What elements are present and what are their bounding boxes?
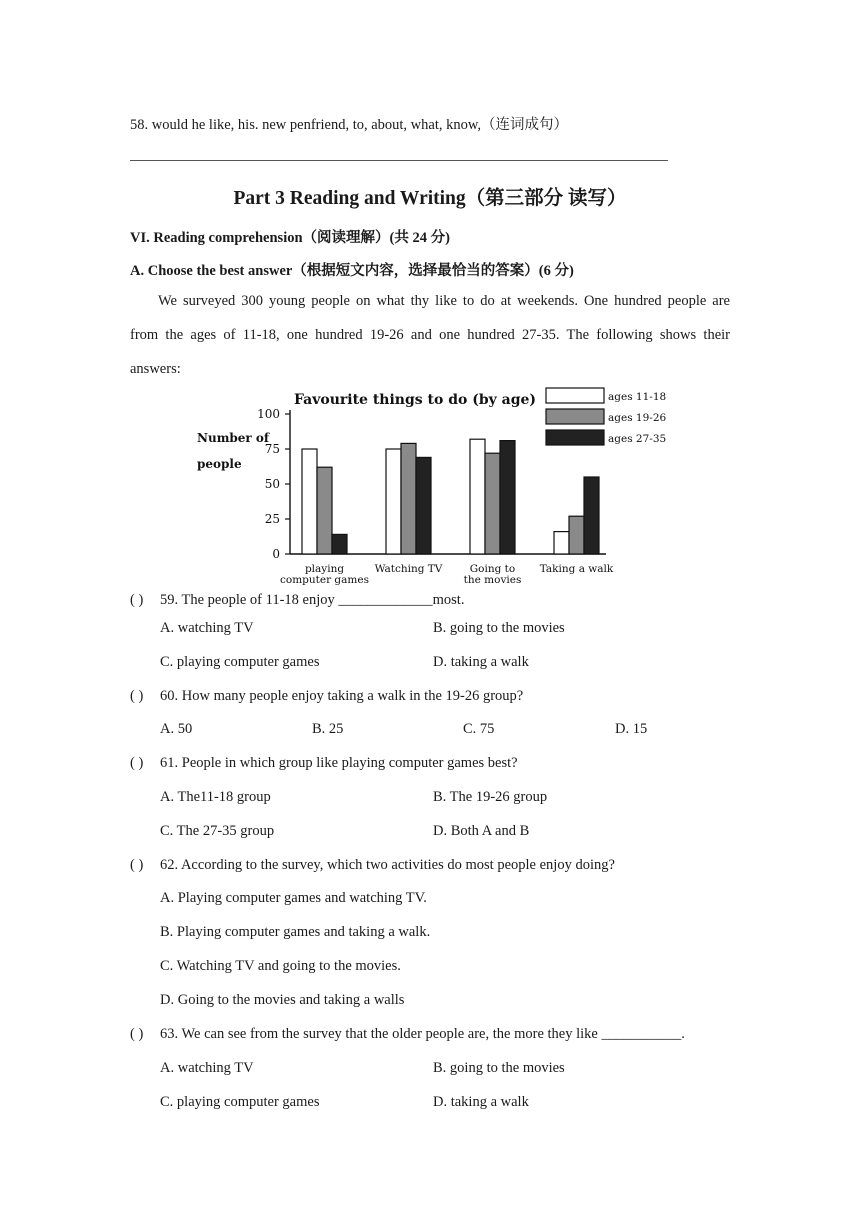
option-a[interactable]: A. The11-18 group — [160, 789, 271, 805]
legend-label: ages 11-18 — [608, 391, 667, 403]
section-6-title: VI. Reading comprehension（阅读理解）(共 24 分) — [130, 230, 450, 246]
option-b[interactable]: B. going to the movies — [433, 620, 565, 636]
passage — [130, 284, 730, 386]
question-stem: 59. The people of 11-18 enjoy _____________most. — [160, 592, 465, 608]
passage-line-1: We surveyed 300 young people on what thy like to do at weekends. One hundred people are — [158, 293, 730, 309]
option-a[interactable]: A. 50 — [160, 721, 193, 737]
y-tick-label: 100 — [257, 407, 280, 421]
y-tick-label: 75 — [264, 442, 280, 456]
option-b[interactable]: B. going to the movies — [433, 1060, 565, 1076]
option-c[interactable]: C. playing computer games — [160, 1094, 320, 1110]
x-tick-label: the movies — [463, 574, 522, 586]
x-tick-label: computer games — [280, 574, 369, 586]
x-tick-label: playing — [304, 563, 345, 575]
option-d[interactable]: D. 15 — [615, 721, 648, 737]
bar — [302, 449, 317, 554]
passage-line-3: answers: — [130, 361, 181, 377]
option-c[interactable]: C. The 27-35 group — [160, 823, 275, 839]
chart-title: Favourite things to do (by age) — [294, 392, 537, 408]
bar — [584, 477, 599, 554]
option-c[interactable]: C. 75 — [463, 721, 495, 737]
option-b[interactable]: B. Playing computer games and taking a walk. — [160, 924, 431, 940]
option-d[interactable]: D. Going to the movies and taking a walls — [160, 992, 405, 1008]
legend-swatch — [546, 430, 604, 445]
question-stem: 62. According to the survey, which two activities do most people enjoy doing? — [160, 857, 615, 873]
option-a[interactable]: A. watching TV — [160, 620, 254, 636]
legend-swatch — [546, 409, 604, 424]
answer-paren[interactable]: ( ) — [130, 1026, 144, 1042]
question-58-text: 58. would he like, his. new penfriend, to, about, what, know,（连词成句） — [130, 117, 569, 133]
y-tick-label: 0 — [272, 547, 280, 561]
answer-paren[interactable]: ( ) — [130, 592, 144, 608]
y-axis-label: Number of — [197, 431, 270, 445]
y-tick-label: 50 — [264, 477, 280, 491]
bar — [470, 439, 485, 554]
option-a[interactable]: A. Playing computer games and watching TV. — [160, 890, 427, 906]
x-tick-label: Watching TV — [374, 563, 443, 575]
option-b[interactable]: B. 25 — [312, 721, 344, 737]
answer-paren[interactable]: ( ) — [130, 755, 144, 771]
bar — [401, 443, 416, 554]
bar — [317, 467, 332, 554]
y-axis-label: people — [197, 457, 242, 471]
answer-blank-line[interactable] — [130, 160, 668, 161]
x-tick-label: Taking a walk — [539, 563, 614, 575]
option-d[interactable]: D. taking a walk — [433, 654, 529, 670]
option-a[interactable]: A. watching TV — [160, 1060, 254, 1076]
part3-title: Part 3 Reading and Writing（第三部分 读写） — [233, 188, 627, 209]
legend-swatch — [546, 388, 604, 403]
option-b[interactable]: B. The 19-26 group — [433, 789, 548, 805]
bar-chart — [192, 382, 672, 588]
bar — [554, 532, 569, 554]
question-stem: 63. We can see from the survey that the older people are, the more they like ___________. — [160, 1026, 685, 1042]
bar — [500, 441, 515, 554]
answer-paren[interactable]: ( ) — [130, 688, 144, 704]
option-c[interactable]: C. playing computer games — [160, 654, 320, 670]
bar — [332, 534, 347, 554]
section-a-title: A. Choose the best answer（根据短文内容，选择最恰当的答案）(6 分) — [130, 263, 574, 279]
passage-line-2: from the ages of 11-18, one hundred 19-26 and one hundred 27-35. The following shows their — [130, 327, 730, 343]
bar — [569, 516, 584, 554]
legend-label: ages 27-35 — [608, 433, 667, 445]
legend-label: ages 19-26 — [608, 412, 667, 424]
question-stem: 60. How many people enjoy taking a walk in the 19-26 group? — [160, 688, 524, 704]
bar — [416, 457, 431, 554]
option-c[interactable]: C. Watching TV and going to the movies. — [160, 958, 401, 974]
question-stem: 61. People in which group like playing computer games best? — [160, 755, 518, 771]
answer-paren[interactable]: ( ) — [130, 857, 144, 873]
y-tick-label: 25 — [264, 512, 280, 526]
option-d[interactable]: D. Both A and B — [433, 823, 530, 839]
x-tick-label: Going to — [469, 563, 516, 575]
option-d[interactable]: D. taking a walk — [433, 1094, 529, 1110]
bar — [386, 449, 401, 554]
bar — [485, 453, 500, 554]
